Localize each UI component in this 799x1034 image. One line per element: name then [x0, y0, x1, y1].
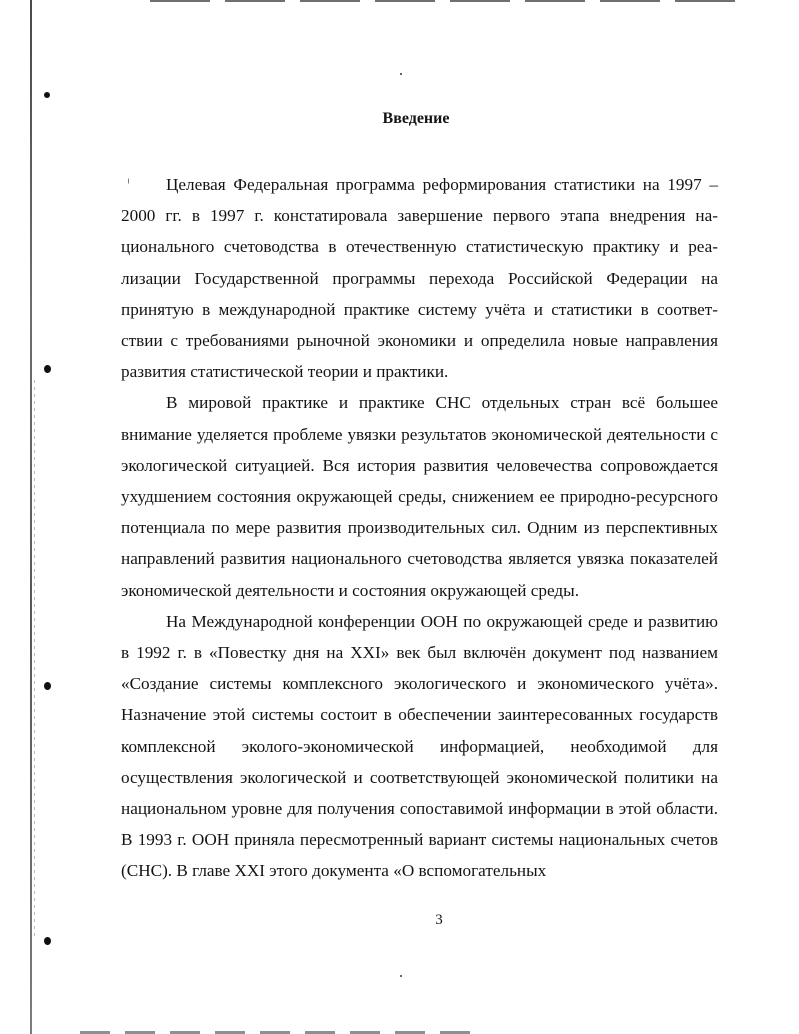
scan-speck	[400, 975, 402, 977]
paragraph: На Международной конференции ООН по окружающей среде и развитию в 1992 г. в «Повестку дня на XXI» век был включён документ под названием «Создание системы комплексного экологического и экономического учёта». Назначение этой системы состоит в обеспечении заинтересованных государств комплексной эколого-экономической информацией, необходимой для осуществления экологической и соответствующей экономической политики на национальном уровне для получения сопоставимой информации в этой области. В 1993 г. ООН приняла пересмотренный вариант системы национальных счетов (СНС). В главе XXI этого документа «О вспомогательных	[121, 611, 718, 881]
page-number: 3	[435, 912, 443, 928]
scan-top-edge	[150, 0, 750, 2]
punch-hole-mark	[44, 682, 51, 690]
page-title: Введение	[382, 110, 450, 127]
punch-hole-mark	[44, 937, 51, 945]
scan-speck	[400, 73, 402, 75]
scan-binding-edge	[30, 0, 32, 1034]
punch-hole-mark	[44, 365, 51, 373]
scan-binding-shadow	[34, 380, 35, 940]
document-body	[121, 169, 718, 887]
paragraph: В мировой практике и практике СНС отдельных стран всё большее внимание уделяется проблеме увязки результатов экономической деятельности с экологической ситуацией. Вся история развития человечества сопровождается ухудшением состояния окружающей среды, снижением ее природно-ресурсного потенциала по мере развития производительных сил. Одним из перспективных направлений развития национального счетоводства является увязка показателей экономической деятельности и состояния окружающей среды.	[121, 393, 718, 600]
punch-hole-mark	[44, 92, 50, 98]
paragraph: Целевая Федеральная программа реформирования статистики на 1997 – 2000 гг. в 1997 г. констатировала завершение первого этапа внедрения национального счетоводства в отечественную статистическую практику и реализации Государственной программы перехода Российской Федерации на принятую в международной практике систему учёта и статистики в соответствии с требованиями рыночной экономики и определила новые направления развития статистической теории и практики.	[121, 175, 718, 382]
